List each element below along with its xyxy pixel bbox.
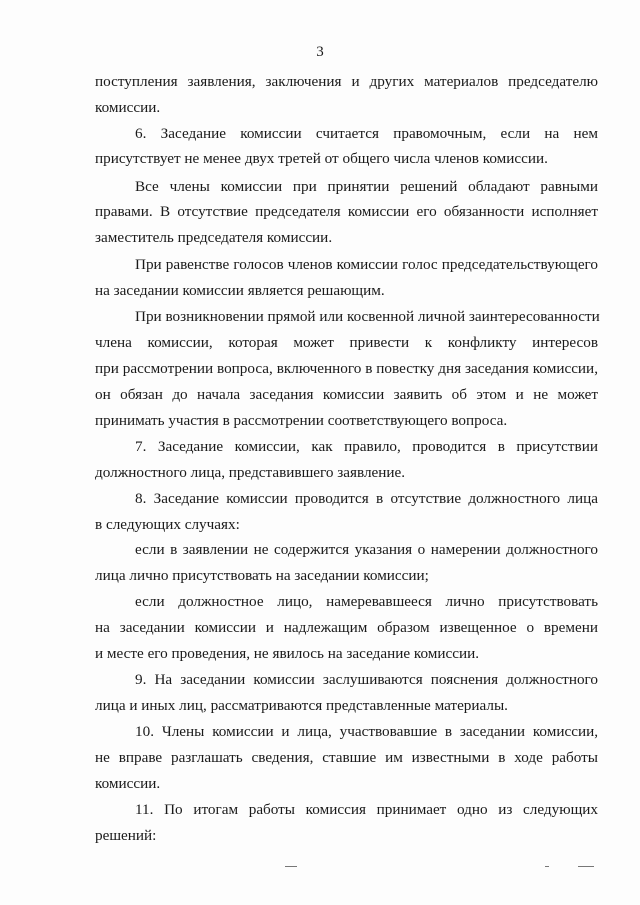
text-line: должностного лица, представившего заявление. (95, 464, 406, 481)
text-line: комиссии. (95, 99, 161, 116)
scan-speck (578, 866, 594, 867)
text-line: 11. По итогам работы комиссия принимает одно из следующих (135, 801, 598, 818)
text-line: При возникновении прямой или косвенной личной заинтересованности (135, 308, 600, 325)
text-line: правами. В отсутствие председателя комиссии его обязанности исполняет (95, 203, 598, 220)
text-line: поступления заявления, заключения и других материалов председателю (95, 73, 598, 90)
text-line: 6. Заседание комиссии считается правомочным, если на нем (135, 125, 598, 142)
text-line: решений: (95, 827, 157, 844)
text-line: члена комиссии, которая может привести к конфликту интересов (95, 334, 598, 351)
text-line: присутствует не менее двух третей от общего числа членов комиссии. (95, 150, 548, 167)
text-line: в следующих случаях: (95, 516, 240, 533)
text-line: комиссии. (95, 775, 161, 792)
text-line: не вправе разглашать сведения, ставшие им известными в ходе работы (95, 749, 598, 766)
text-line: если в заявлении не содержится указания о намерении должностного (135, 541, 598, 558)
text-line: на заседании комиссии и надлежащим образом извещенное о времени (95, 619, 598, 636)
text-line: при рассмотрении вопроса, включенного в повестку дня заседания комиссии, (95, 360, 598, 377)
text-line: 7. Заседание комиссии, как правило, проводится в присутствии (135, 438, 598, 455)
text-line: и месте его проведения, не явилось на заседание комиссии. (95, 645, 480, 662)
text-line: если должностное лицо, намеревавшееся лично присутствовать (135, 593, 598, 610)
text-line: 10. Члены комиссии и лица, участвовавшие в заседании комиссии, (135, 723, 598, 740)
text-line: заместитель председателя комиссии. (95, 229, 333, 246)
text-line: он обязан до начала заседания комиссии заявить об этом и не может (95, 386, 598, 403)
page-number: 3 (316, 44, 324, 60)
scan-speck (285, 866, 297, 867)
text-line: При равенстве голосов членов комиссии голос председательствующего (135, 256, 598, 273)
text-line: принимать участия в рассмотрении соответствующего вопроса. (95, 412, 508, 429)
text-line: на заседании комиссии является решающим. (95, 282, 385, 299)
text-line: 8. Заседание комиссии проводится в отсутствие должностного лица (135, 490, 598, 507)
scan-speck (545, 866, 549, 867)
text-line: лица лично присутствовать на заседании комиссии; (95, 567, 429, 584)
text-line: 9. На заседании комиссии заслушиваются пояснения должностного (135, 671, 598, 688)
text-line: лица и иных лиц, рассматриваются представленные материалы. (95, 697, 508, 714)
text-line: Все члены комиссии при принятии решений обладают равными (135, 178, 598, 195)
